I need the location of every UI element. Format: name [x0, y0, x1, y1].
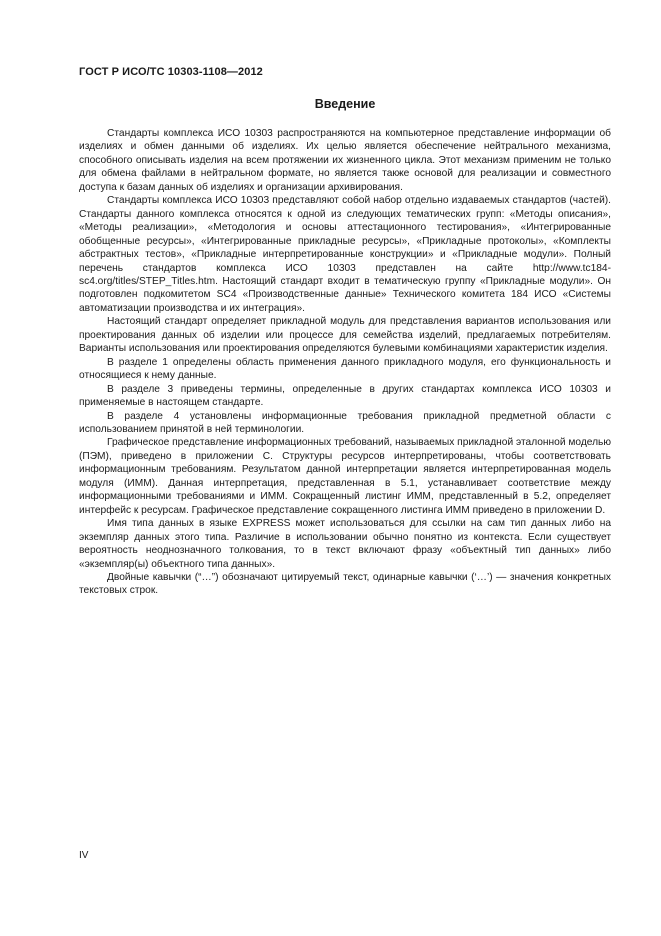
paragraph: Имя типа данных в языке EXPRESS может использоваться для ссылки на сам тип данных либо на экземпляр данных этого типа. Различие в использовании обычно понятно из контекста. Если существует вероятность неоднозначного толкования, то в текст включают фразу «объектный тип данных» либо «экземпляр(ы) объектного типа данных». — [79, 518, 611, 570]
paragraph: В разделе 1 определены область применения данного прикладного модуля, его функциональность и относящиеся к нему данные. — [79, 356, 611, 382]
paragraph: Стандарты комплекса ИСО 10303 распространяются на компьютерное представление информации об изделиях и обмен данными об изделиях. Их целью является обеспечение нейтрального механизма, способного описывать изделия на всем протяжении их жизненного цикла. Этот механизм применим не только для обмена файлами в нейтральном формате, но является также основой для реализации и совместного доступа к базам данных об изделиях и организации архивирования. — [79, 128, 611, 193]
paragraph: Графическое представление информационных требований, называемых прикладной эталонной моделью (ПЭМ), приведено в приложении С. Структуры ресурсов интерпретированы, чтобы соответствовать информационным требованиям. Результатом данной интерпретации является интерпретированная модель модуля (ИММ). Данная интерпретация, представленная в 5.1, устанавливает соответствие между информационными требованиями и ИММ. Сокращенный листинг ИММ, представленный в 5.2, определяет интерфейс к ресурсам. Графическое представление сокращенного листинга ИММ приведено в приложении D. — [79, 437, 611, 516]
paragraph: Настоящий стандарт определяет прикладной модуль для представления вариантов использования или проектирования данных об изделии или процессе для семейства изделий, предлагаемых потребителям. Варианты использования или проектирования определяются булевыми комбинациями характеристик изделия. — [79, 316, 611, 355]
body-text — [79, 127, 611, 598]
paragraph: В разделе 3 приведены термины, определенные в других стандартах комплекса ИСО 10303 и применяемые в настоящем стандарте. — [79, 383, 611, 409]
document-header: ГОСТ Р ИСО/ТС 10303-1108—2012 — [79, 66, 263, 78]
paragraph: В разделе 4 установлены информационные требования прикладной предметной области с использованием принятой в ней терминологии. — [79, 410, 611, 435]
section-title: Введение — [314, 97, 376, 111]
paragraph: Стандарты комплекса ИСО 10303 представляют собой набор отдельно издаваемых стандартов (частей). Стандарты данного комплекса относятся к одной из следующих тематических групп: «Методы описания», «Методы реализации», «Методология и основы аттестационного тестирования», «Интегрированные обобщенные ресурсы», «Интегрированные прикладные ресурсы», «Прикладные протоколы», «Комплекты абстрактных тестов», «Прикладные интерпретированные конструкции» и «Прикладные модули». Полный перечень стандартов комплекса ИСО 10303 представлен на сайте http://www.tc184-sc4.org/titles/STEP_Titles.htm. Настоящий стандарт входит в тематическую группу «Прикладные модули». Он подготовлен подкомитетом SC4 «Производственные данные» Технического комитета 184 ИСО «Системы автоматизации производства и их интеграция». — [79, 195, 611, 314]
page-number: IV — [79, 850, 89, 861]
paragraph: Двойные кавычки (“…”) обозначают цитируемый текст, одинарные кавычки (‘…’) — значения конкретных текстовых строк. — [79, 571, 611, 597]
